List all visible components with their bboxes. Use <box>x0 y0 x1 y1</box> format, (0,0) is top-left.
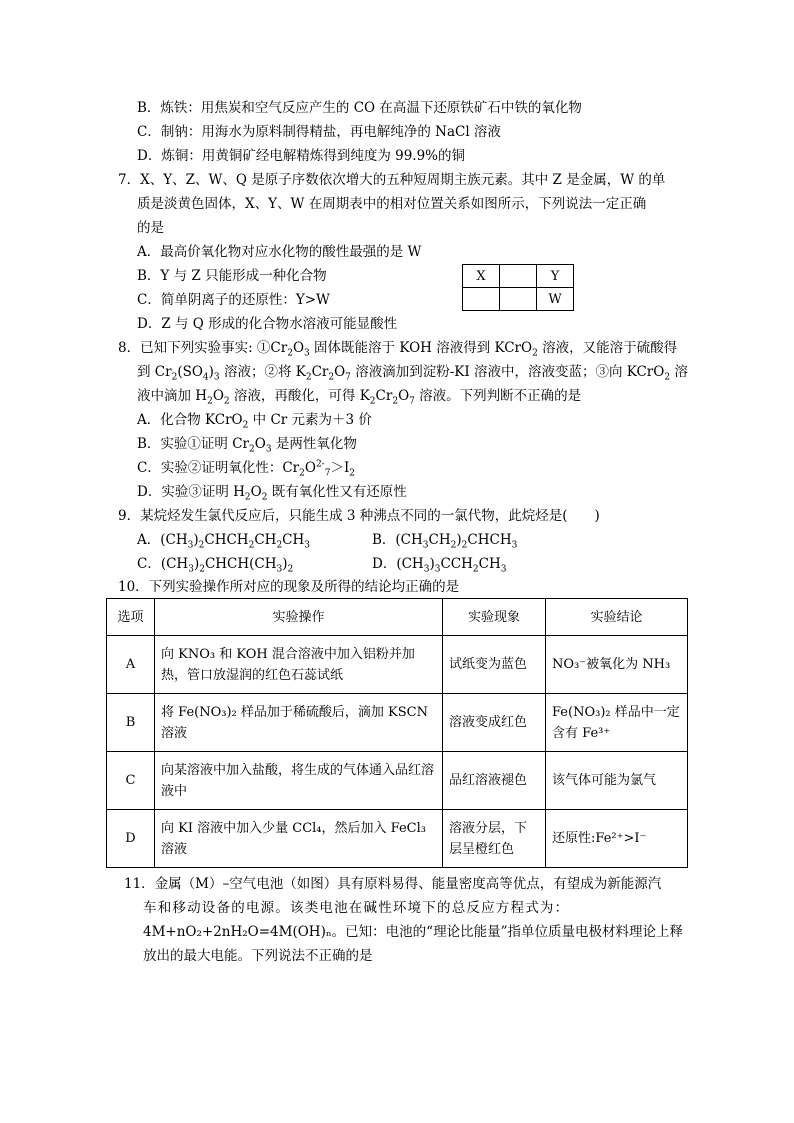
row-conclusion: NO₃⁻被氧化为 NH₃ <box>546 636 688 694</box>
row-phenomenon: 溶液变成红色 <box>443 694 546 752</box>
table-row <box>107 694 688 752</box>
q7-option-b: B．Y 与 Z 只能形成一种化合物 <box>137 268 327 284</box>
row-operation: 向某溶液中加入盐酸，将生成的气体通入品红溶液中 <box>155 752 443 810</box>
q8-stem-line2: 到 $Cr_2(SO_4)_3$ 溶液；②将 $K_2Cr_2O_7$ 溶液滴加到淀粉-KI 溶液中，溶液变蓝；③向 KCrO$_2$ 溶 <box>137 364 688 383</box>
q11-stem-line3: 4M+nO₂+2nH₂O=4M(OH)ₙ。已知：电池的“理论比能量”指单位质量电极材料理论上释 <box>143 924 683 940</box>
row-option: D <box>107 810 155 868</box>
q8-stem-line3: 液中滴加 $H_2O_2$ 溶液，再酸化，可得 $K_2Cr_2O_7$ 溶液。下列判断不正确的是 <box>137 388 582 407</box>
q6-option-c: C．制钠：用海水为原料制得精盐，再电解纯净的 NaCl 溶液 <box>137 124 501 140</box>
q8-option-b: B．实验①证明 $Cr_2O_3$ 是两性氧化物 <box>137 436 357 455</box>
q11-stem-line2: 车和移动设备的电源。该类电池在碱性环境下的总反应方程式为： <box>143 900 570 916</box>
row-phenomenon: 品红溶液褪色 <box>443 752 546 810</box>
q7-stem-line1: 7．X、Y、Z、W、Q 是原子序数依次增大的五种短周期主族元素。其中 Z 是金属，W 的单 <box>118 172 666 188</box>
q6-option-b: B．炼铁：用焦炭和空气反应产生的 CO 在高温下还原铁矿石中铁的氧化物 <box>137 100 582 116</box>
q7-option-d: D．Z 与 Q 形成的化合物水溶液可能显酸性 <box>137 316 398 332</box>
q9-option-b: B．$(CH_3CH_2)_2CHCH_3$ <box>372 532 518 551</box>
row-phenomenon: 溶液分层，下层呈橙红色 <box>443 810 546 868</box>
row-conclusion: 该气体可能为氯气 <box>546 752 688 810</box>
row-option: A <box>107 636 155 694</box>
row-conclusion: Fe(NO₃)₂ 样品中一定含有 Fe³⁺ <box>546 694 688 752</box>
table-row <box>107 636 688 694</box>
header-conclusion: 实验结论 <box>546 599 688 636</box>
grid-cell-empty <box>500 265 537 288</box>
header-operation: 实验操作 <box>155 599 443 636</box>
grid-cell-y: Y <box>537 265 574 288</box>
header-option: 选项 <box>107 599 155 636</box>
grid-cell-w: W <box>537 288 574 311</box>
table-row <box>107 810 688 868</box>
q9-option-a: A．$(CH_3)_2CHCH_2CH_2CH_3$ <box>137 532 311 551</box>
q8-option-a: A．化合物 KCrO$_2$ 中 Cr 元素为＋3 价 <box>137 412 372 431</box>
row-phenomenon: 试纸变为蓝色 <box>443 636 546 694</box>
q11-stem-line4: 放出的最大电能。下列说法不正确的是 <box>143 948 373 964</box>
q7-stem-line2: 质是淡黄色固体，X、Y、W 在周期表中的相对位置关系如图所示，下列说法一定正确 <box>137 196 647 212</box>
q9-stem: 9．某烷烃发生氯代反应后，只能生成 3 种沸点不同的一氯代物，此烷烃是( ) <box>118 508 600 524</box>
row-operation: 向 KI 溶液中加入少量 CCl₄，然后加入 FeCl₃ 溶液 <box>155 810 443 868</box>
q6-option-d: D．炼铜：用黄铜矿经电解精炼得到纯度为 99.9%的铜 <box>137 148 466 164</box>
q7-option-c: C．简单阴离子的还原性：Y>W <box>137 292 330 308</box>
q8-option-c: C．实验②证明氧化性：$Cr_2O^{2-}_7>I_2$ <box>137 459 356 479</box>
row-option: C <box>107 752 155 810</box>
row-option: B <box>107 694 155 752</box>
q7-stem-line3: 的是 <box>137 220 164 236</box>
header-phenomenon: 实验现象 <box>443 599 546 636</box>
experiment-table <box>106 598 688 868</box>
row-operation: 向 KNO₃ 和 KOH 混合溶液中加入铝粉并加热，管口放湿润的红色石蕊试纸 <box>155 636 443 694</box>
q9-option-d: D．$(CH_3)_3CCH_2CH_3$ <box>372 556 507 575</box>
q8-stem-line1: 8．已知下列实验事实: $①Cr_2O_3$ 固体既能溶于 KOH 溶液得到 KCrO$_2$ 溶液，又能溶于硫酸得 <box>118 340 678 359</box>
grid-cell-empty <box>500 288 537 311</box>
q9-option-c: C．$(CH_3)_2CHCH(CH_3)_2$ <box>137 556 294 575</box>
q10-stem: 10．下列实验操作所对应的现象及所得的结论均正确的是 <box>118 579 460 595</box>
q7-option-a: A．最高价氧化物对应水化物的酸性最强的是 W <box>137 244 422 260</box>
grid-cell-x: X <box>463 265 500 288</box>
table-header-row <box>107 599 688 636</box>
grid-cell-empty <box>463 288 500 311</box>
periodic-position-grid <box>462 264 574 311</box>
q8-option-d: D．实验③证明 $H_2O_2$ 既有氧化性又有还原性 <box>137 484 407 503</box>
table-row <box>107 752 688 810</box>
row-conclusion: 还原性:Fe²⁺>I⁻ <box>546 810 688 868</box>
row-operation: 将 Fe(NO₃)₂ 样品加于稀硫酸后，滴加 KSCN 溶液 <box>155 694 443 752</box>
q11-stem-line1: 11．金属（M）–空气电池（如图）具有原料易得、能量密度高等优点，有望成为新能源汽 <box>124 876 662 892</box>
